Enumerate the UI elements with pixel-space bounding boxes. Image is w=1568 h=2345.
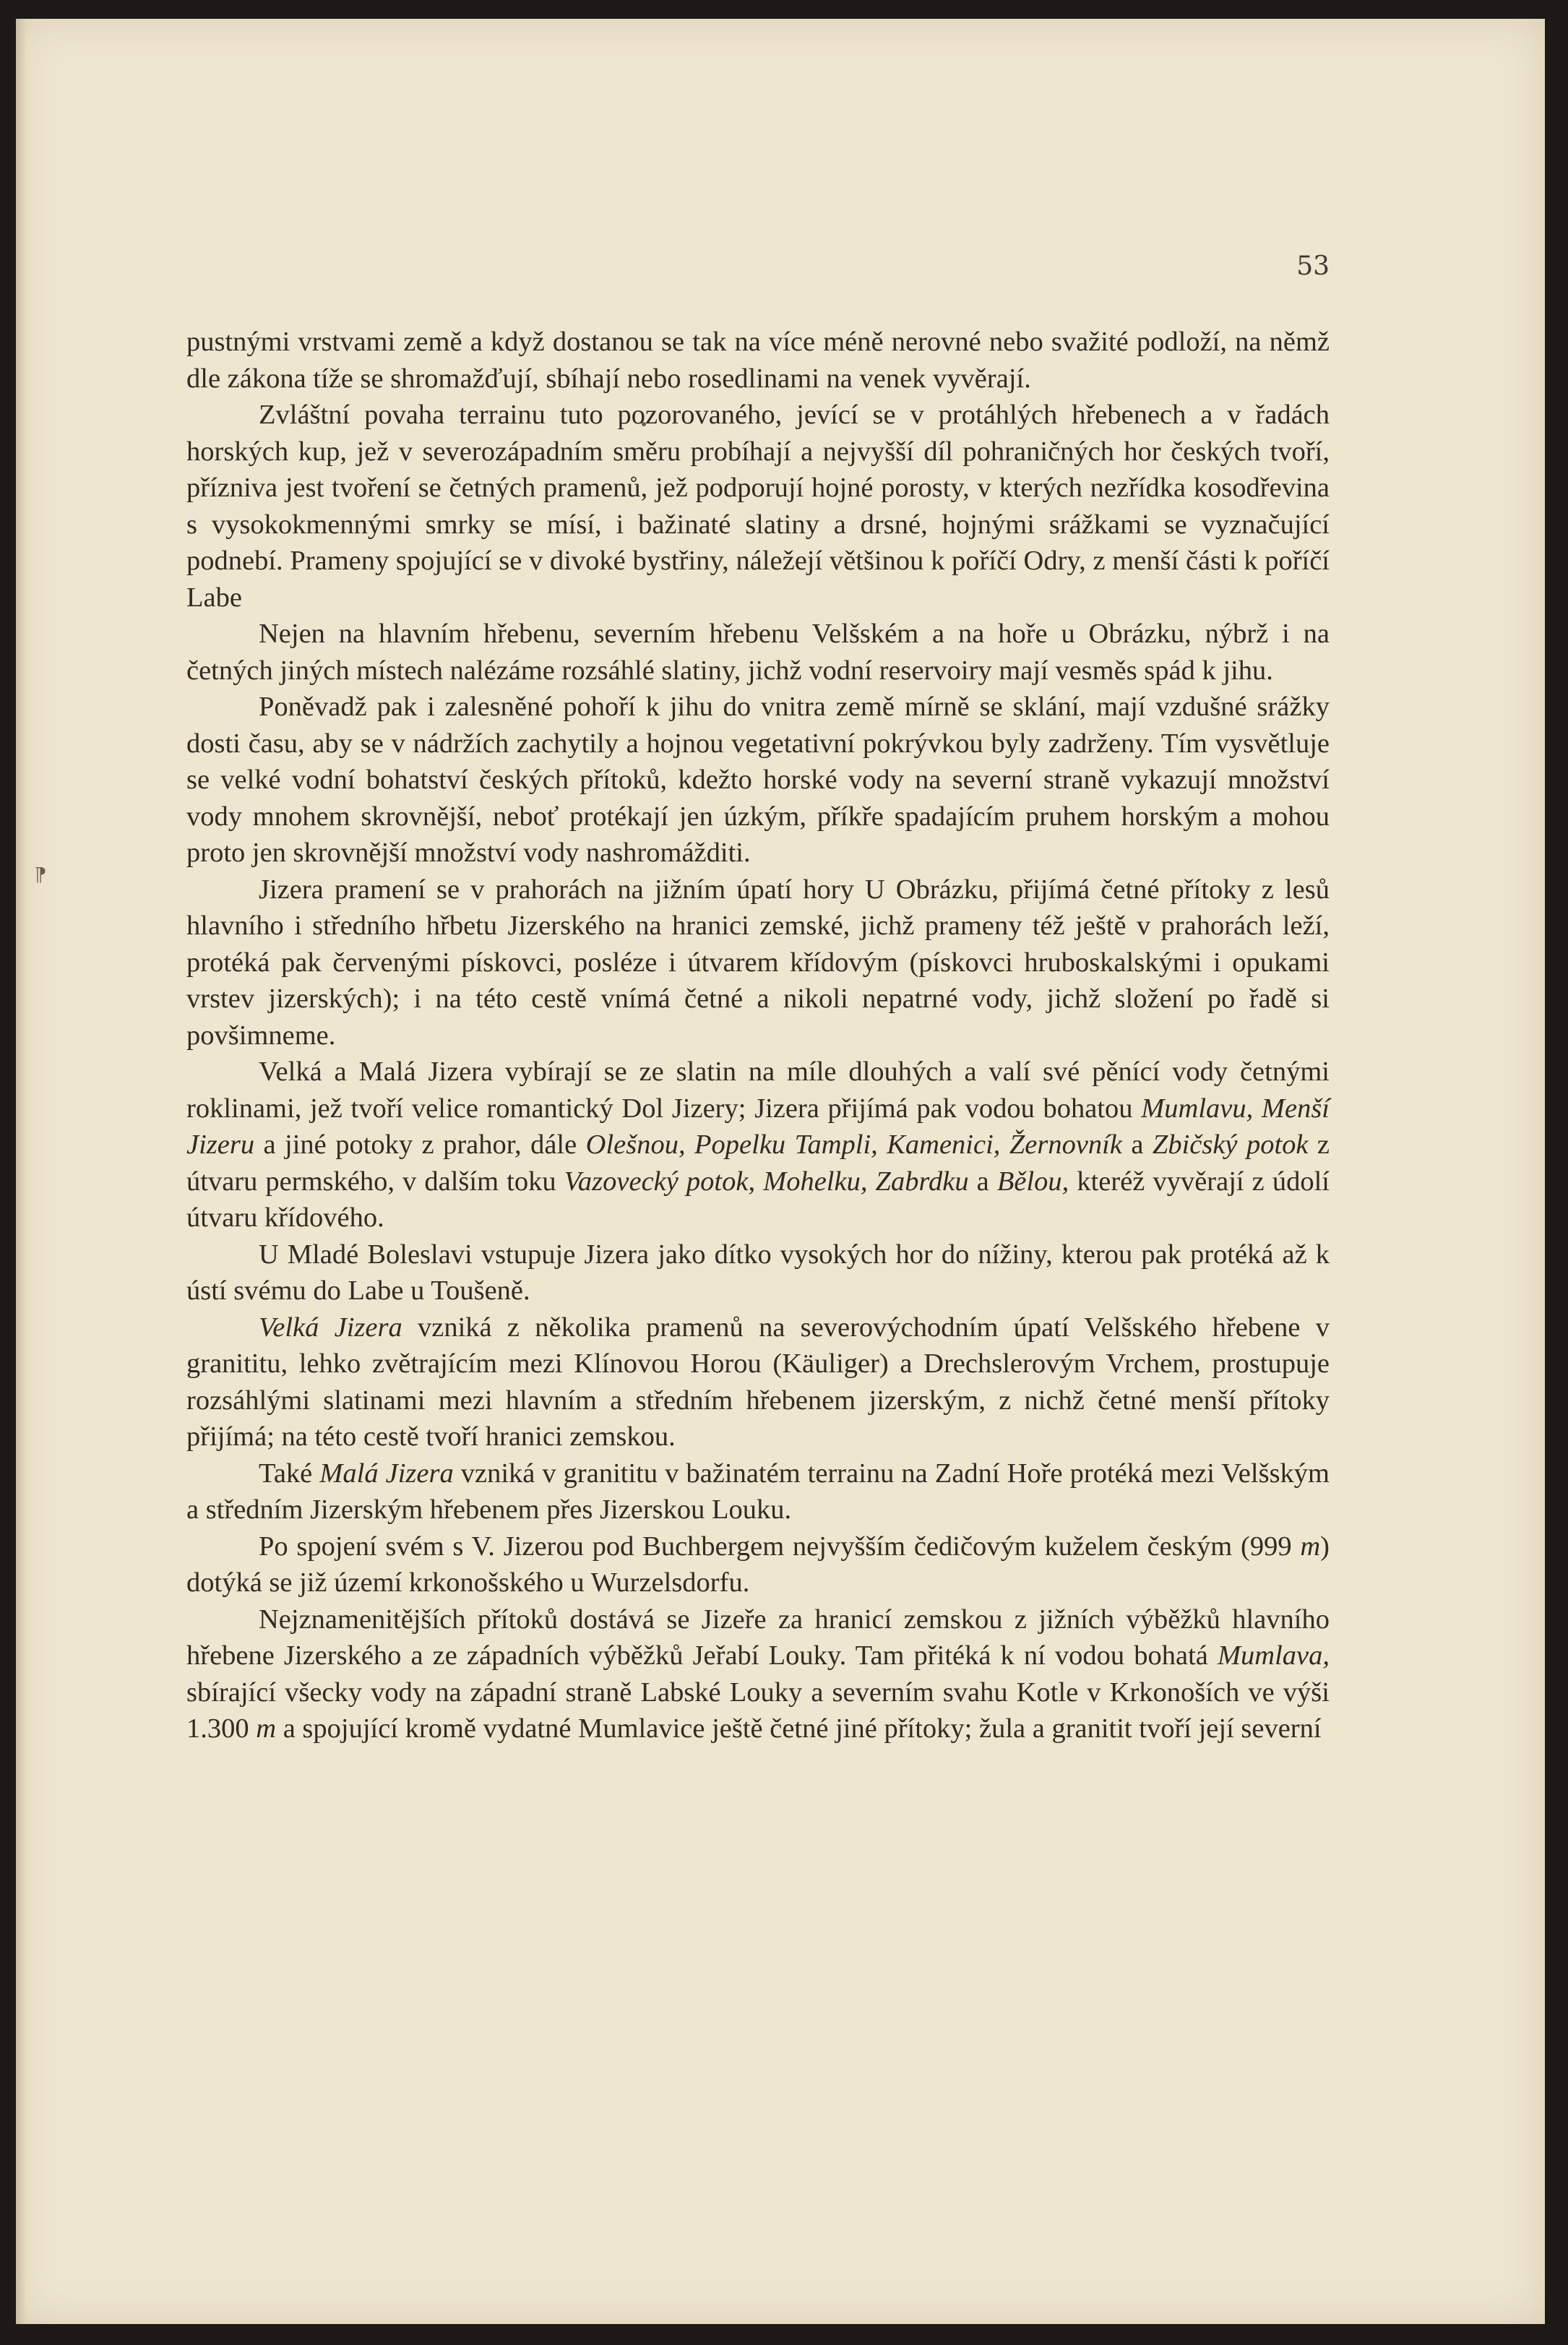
italic-term: m (256, 1713, 277, 1744)
paragraph (186, 1455, 1330, 1528)
paragraph (186, 1054, 1330, 1236)
text-run: pustnými vrstvami země a když dostanou se tak na více méně nerovné nebo svažité podloží, na němž dle zákona tíže se shromažďují, sbíhají nebo rosedlinami na venek vyvěrají. (186, 327, 1330, 394)
page-binding-edge (16, 19, 26, 2324)
text-run: Poněvadž pak i zalesněné pohoří k jihu do vnitra země mírně se sklání, mají vzdušné srážky dosti času, aby se v nádržích zachytily a hojnou vegetativní pokrývkou byly zadrženy. Tím vysvětluje se velké vodní bohatství českých přítoků, kdežto horské vody na severní straně vykazují množství vody mnohem skrovnější, neboť protékají jen úzkým, příkře spadajícím pruhem horským a mohou proto jen skrovnější množství vody nashromážditi. (186, 692, 1330, 868)
italic-term: Vazovecký potok, Mohelku, Zabrdku (564, 1166, 969, 1197)
text-run: Jizera pramení se v prahorách na jižním úpatí hory U Obrázku, přijímá četné přítoky z lesů hlavního i středního hřbetu Jizerského na hranici zemské, jichž prameny též ještě v prahorách leží, protéká pak červenými pískovci, posléze i útvarem křídovým (pískovci hruboskalskými i opukami vrstev jizerských); i na této cestě vnímá četné a nikoli nepatrné vody, jichž složení po řadě si povšimneme. (186, 874, 1330, 1051)
italic-term: Bělou, (996, 1166, 1069, 1197)
italic-term: Mumlavu, Menší Jizeru (186, 1093, 1330, 1160)
paragraph (186, 1601, 1330, 1747)
text-run: kteréž vyvěrají z údolí útvaru křídového. (186, 1166, 1330, 1233)
text-run: Zvláštní povaha terrainu tuto pozorovaného, jevící se v protáhlých hřebenech a v řadách horských kup, jež v severozápadním směru probíhají a nejvyšší díl pohraničných hor českých tvoří, přízniva jest tvoření se četných pramenů, jež podporují hojné porosty, v kterých nezřídka kosodřevina s vysokokmennými smrky se mísí, i bažinaté slatiny a drsné, hojnými srážkami se vyznačující podnebí. Prameny spojující se v divoké bystřiny, náležejí většinou k poříčí Odry, z menší části k poříčí Labe (186, 400, 1330, 613)
text-run: Po spojení svém s V. Jizerou pod Buchbergem nejvyšším čedičovým kuželem českým (999 (259, 1531, 1301, 1562)
body-text (186, 324, 1330, 1747)
italic-term: Malá Jizera (319, 1458, 454, 1489)
text-run: sbírající všecky vody na západní straně Labské Louky a severním svahu Kotle v Krkonoších ve výši 1.300 (186, 1677, 1330, 1744)
text-run: Nejznamenitějších přítoků dostává se Jizeře za hranicí zemskou z jižních výběžků hlavního hřebene Jizerského a ze západních výběžků Jeřabí Louky. Tam přitéká k ní vodou bohatá (186, 1604, 1330, 1671)
margin-mark: ⁋ (35, 864, 47, 886)
paragraph (186, 616, 1330, 689)
italic-term: Mumlava, (1217, 1640, 1330, 1671)
text-run: vzniká v granititu v bažinatém terrainu na Zadní Hoře protéká mezi Velšským a středním Jizerským hřebenem přes Jizerskou Louku. (186, 1458, 1330, 1525)
text-run: U Mladé Boleslavi vstupuje Jizera jako dítko vysokých hor do nížiny, kterou pak protéká až k ústí svému do Labe u Toušeně. (186, 1239, 1330, 1306)
text-run: z útvaru permského, v dalším toku (186, 1130, 1330, 1197)
text-run: a jiné potoky z prahor, dále (254, 1130, 586, 1160)
paragraph (186, 689, 1330, 872)
italic-term: Zbičský potok (1152, 1130, 1309, 1160)
italic-term: Velká Jizera (259, 1312, 402, 1343)
text-run: Velká a Malá Jizera vybírají se ze slatin na míle dlouhých a valí své pěnící vody četnými roklinami, jež tvoří velice romantický Dol Jizery; Jizera přijímá pak vodou bohatou (186, 1057, 1330, 1124)
text-run: a (1121, 1130, 1153, 1160)
paragraph (186, 872, 1330, 1054)
paragraph (186, 324, 1330, 397)
text-run: Nejen na hlavním hřebenu, severním hřebenu Velšském a na hoře u Obrázku, nýbrž i na četných jiných místech nalézáme rozsáhlé slatiny, jichž vodní reservoiry mají vesměs spád k jihu. (186, 619, 1330, 686)
page-number: 53 (1296, 251, 1330, 281)
text-run: vzniká z několika pramenů na severovýchodním úpatí Velšského hřebene v granititu, lehko zvětrajícím mezi Klínovou Horou (Käuliger) a Drechslerovým Vrchem, prostupuje rozsáhlými slatinami mezi hlavním a středním hřebenem jizerským, z nichž četné menší přítoky přijímá; na této cestě tvoří hranici zemskou. (186, 1312, 1330, 1452)
paragraph (186, 1236, 1330, 1309)
italic-term: m (1300, 1531, 1321, 1562)
paragraph (186, 1528, 1330, 1601)
text-run: Také (259, 1458, 320, 1489)
text-run: a (968, 1166, 997, 1197)
text-run: a spojující kromě vydatné Mumlavice ještě četné jiné přítoky; žula a granitit tvoří její severní (276, 1713, 1322, 1744)
text-run: ) dotýká se již území krkonošského u Wurzelsdorfu. (186, 1531, 1330, 1598)
paragraph (186, 1309, 1330, 1455)
paragraph (186, 397, 1330, 616)
italic-term: Olešnou, Popelku Tampli, Kamenici, Žernovník (585, 1130, 1122, 1160)
